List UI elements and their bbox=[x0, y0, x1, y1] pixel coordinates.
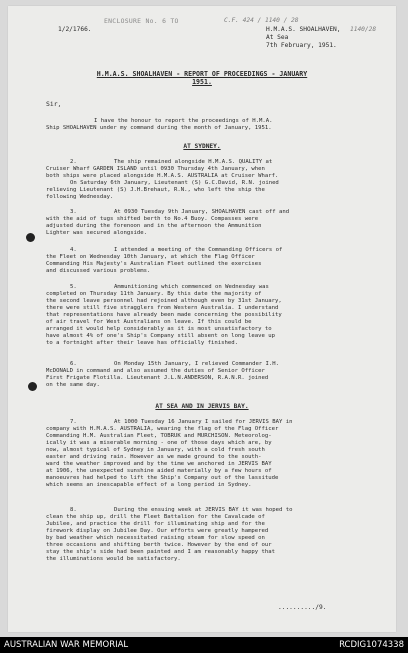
section-heading-sydney: AT SYDNEY. bbox=[183, 143, 221, 150]
paragraph-2 bbox=[46, 159, 366, 201]
text-line: with the aid of tugs shifted berth to No.4 Buoy. Compasses were bbox=[46, 216, 259, 222]
text-line: have almost 4% of one's Ship's Company still absent on long leave up bbox=[46, 333, 276, 339]
text-line: firework display on Jubilee Day. Our efforts were greatly hampered bbox=[46, 528, 269, 534]
archive-footer bbox=[0, 637, 408, 653]
text-line: completed on Thursday 11th January. By this date the majority of bbox=[46, 291, 262, 297]
text-line: Ammunitioning which commenced on Wednesday was bbox=[114, 284, 269, 290]
text-line: On Monday 15th January, I relieved Commander I.H. bbox=[114, 361, 280, 367]
continuation-marker: ........../9. bbox=[278, 604, 327, 611]
paragraph-8 bbox=[46, 507, 366, 563]
text-line: of air travel for West Australians on leave. If this could be bbox=[46, 319, 252, 325]
text-line: First Frigate Flotilla. Lieutenant J.L.N.ANDERSON, R.A.N.R. joined bbox=[46, 375, 269, 381]
text-line: I have the honour to report the proceedings of H.M.A. bbox=[94, 118, 273, 124]
punch-hole bbox=[28, 382, 37, 391]
text-line: the Fleet on Wednesday 10th January, at which the Flag Officer bbox=[46, 254, 255, 260]
document-page bbox=[8, 6, 396, 632]
text-line: Ship SHOALHAVEN under my command during the month of January, 1951. bbox=[46, 125, 272, 131]
text-line: ward the weather improved and by the time we anchored in JERVIS BAY bbox=[46, 461, 272, 467]
paragraph-number: 5. bbox=[70, 284, 77, 290]
text-line: Lighter was secured alongside. bbox=[46, 230, 148, 236]
report-title-line: 1951. bbox=[192, 78, 212, 86]
handwritten-reference: C.F. 424 / 1140 / 28 bbox=[224, 17, 299, 24]
text-line: and discussed various problems. bbox=[46, 268, 151, 274]
text-line: Commanding His Majesty's Australian Fleet outlined the exercises bbox=[46, 261, 262, 267]
sender-block bbox=[266, 26, 341, 50]
text-line: by bad weather which necessitated raising steam for slow speed on bbox=[46, 535, 265, 541]
text-line: Cruiser Wharf GARDEN ISLAND until 0930 Thursday 4th January, when bbox=[46, 166, 265, 172]
text-line: there were still five stragglers from Western Australia. I understand bbox=[46, 305, 279, 311]
file-reference: 1/2/1766. bbox=[58, 26, 92, 33]
text-line: clean the ship up, drill the Fleet Battalion for the Cavalcade of bbox=[46, 514, 265, 520]
paragraph-3 bbox=[46, 209, 366, 237]
text-line: During the ensuing week at JERVIS BAY it was hoped to bbox=[114, 507, 293, 513]
text-line: McDONALD in command and also assumed the duties of Senior Officer bbox=[46, 368, 265, 374]
text-line: The ship remained alongside H.M.A.S. QUALITY at bbox=[114, 159, 273, 165]
paragraph-number: 6. bbox=[70, 361, 77, 367]
paragraph-6 bbox=[46, 361, 366, 389]
text-line: Commanding H.M. Australian Fleet, TOBRUK and MURCHISON. Meteorolog- bbox=[46, 433, 272, 439]
text-line: On Saturday 6th January, Lieutenant (S) G.C.David, R.N. joined bbox=[70, 180, 279, 186]
punch-hole bbox=[26, 233, 35, 242]
text-line: following Wednesday. bbox=[46, 194, 114, 200]
enclosure-stamp: ENCLOSURE No. 6 TO bbox=[104, 17, 179, 25]
text-line: company with H.M.A.S. AUSTRALIA, wearing the flag of the Flag Officer bbox=[46, 426, 279, 432]
text-line: to a fortnight after their leave has officially finished. bbox=[46, 340, 238, 346]
intro-paragraph bbox=[46, 118, 366, 132]
paragraph-5 bbox=[46, 284, 366, 347]
text-line: arranged it would help considerably as it is most unsatisfactory to bbox=[46, 326, 272, 332]
paragraph-4 bbox=[46, 247, 366, 275]
handwritten-side-note: 1140/28 bbox=[350, 26, 377, 33]
report-title bbox=[8, 70, 396, 86]
section-heading-jervis-bay: AT SEA AND IN JERVIS BAY. bbox=[155, 403, 249, 410]
text-line: that representations have already been made concerning the possibility bbox=[46, 312, 282, 318]
archive-id: RCDIG1074338 bbox=[339, 640, 404, 650]
sender-line: H.M.A.S. SHOALHAVEN, bbox=[266, 26, 341, 33]
text-line: adjusted during the forenoon and in the afternoon the Ammunition bbox=[46, 223, 262, 229]
paragraph-number: 2. bbox=[70, 159, 77, 165]
text-line: the illuminations would be satisfactory. bbox=[46, 556, 181, 562]
salutation: Sir, bbox=[46, 100, 62, 108]
text-line: ically it was a miserable morning - one of those days which are, by bbox=[46, 440, 272, 446]
text-line: the second leave personnel had rejoined although even by 31st January, bbox=[46, 298, 282, 304]
text-line: at 1906, the unexpected sunshine aided materially by a few hours of bbox=[46, 468, 272, 474]
paragraph-7 bbox=[46, 419, 366, 489]
paragraph-number: 8. bbox=[70, 507, 77, 513]
text-line: on the same day. bbox=[46, 382, 100, 388]
text-line: stay the ship's side had been painted and I am reasonably happy that bbox=[46, 549, 276, 555]
text-line: easter and driving rain. However as we made ground to the south- bbox=[46, 454, 262, 460]
text-line: manoeuvres had helped to lift the Ship's Company out of the lassitude bbox=[46, 475, 279, 481]
text-line: now, almost typical of Sydney in January, with a cold fresh south bbox=[46, 447, 265, 453]
text-line: relieving Lieutenant (S) J.H.Brehaut, R.N., who left the ship the bbox=[46, 187, 265, 193]
sender-date: 7th February, 1951. bbox=[266, 42, 337, 49]
archive-name: AUSTRALIAN WAR MEMORIAL bbox=[4, 640, 129, 650]
paragraph-number: 4. bbox=[70, 247, 77, 253]
text-line: three occasions and shifting berth twice. However by the end of our bbox=[46, 542, 272, 548]
sender-line: At Sea bbox=[266, 34, 289, 41]
text-line: At 1000 Tuesday 16 January I sailed for JERVIS BAY in bbox=[114, 419, 293, 425]
text-line: which seems an inescapable effect of a long period in Sydney. bbox=[46, 482, 252, 488]
text-line: Jubilee, and practice the drill for illuminating ship and for the bbox=[46, 521, 265, 527]
paragraph-number: 7. bbox=[70, 419, 77, 425]
text-line: At 0930 Tuesday 9th January, SHOALHAVEN cast off and bbox=[114, 209, 290, 215]
text-line: I attended a meeting of the Commanding Officers of bbox=[114, 247, 283, 253]
report-title-line: H.M.A.S. SHOALHAVEN - REPORT OF PROCEEDINGS - JANUARY bbox=[96, 70, 308, 78]
text-line: both ships were placed alongside H.M.A.S. AUSTRALIA at Cruiser Wharf. bbox=[46, 173, 279, 179]
paragraph-number: 3. bbox=[70, 209, 77, 215]
